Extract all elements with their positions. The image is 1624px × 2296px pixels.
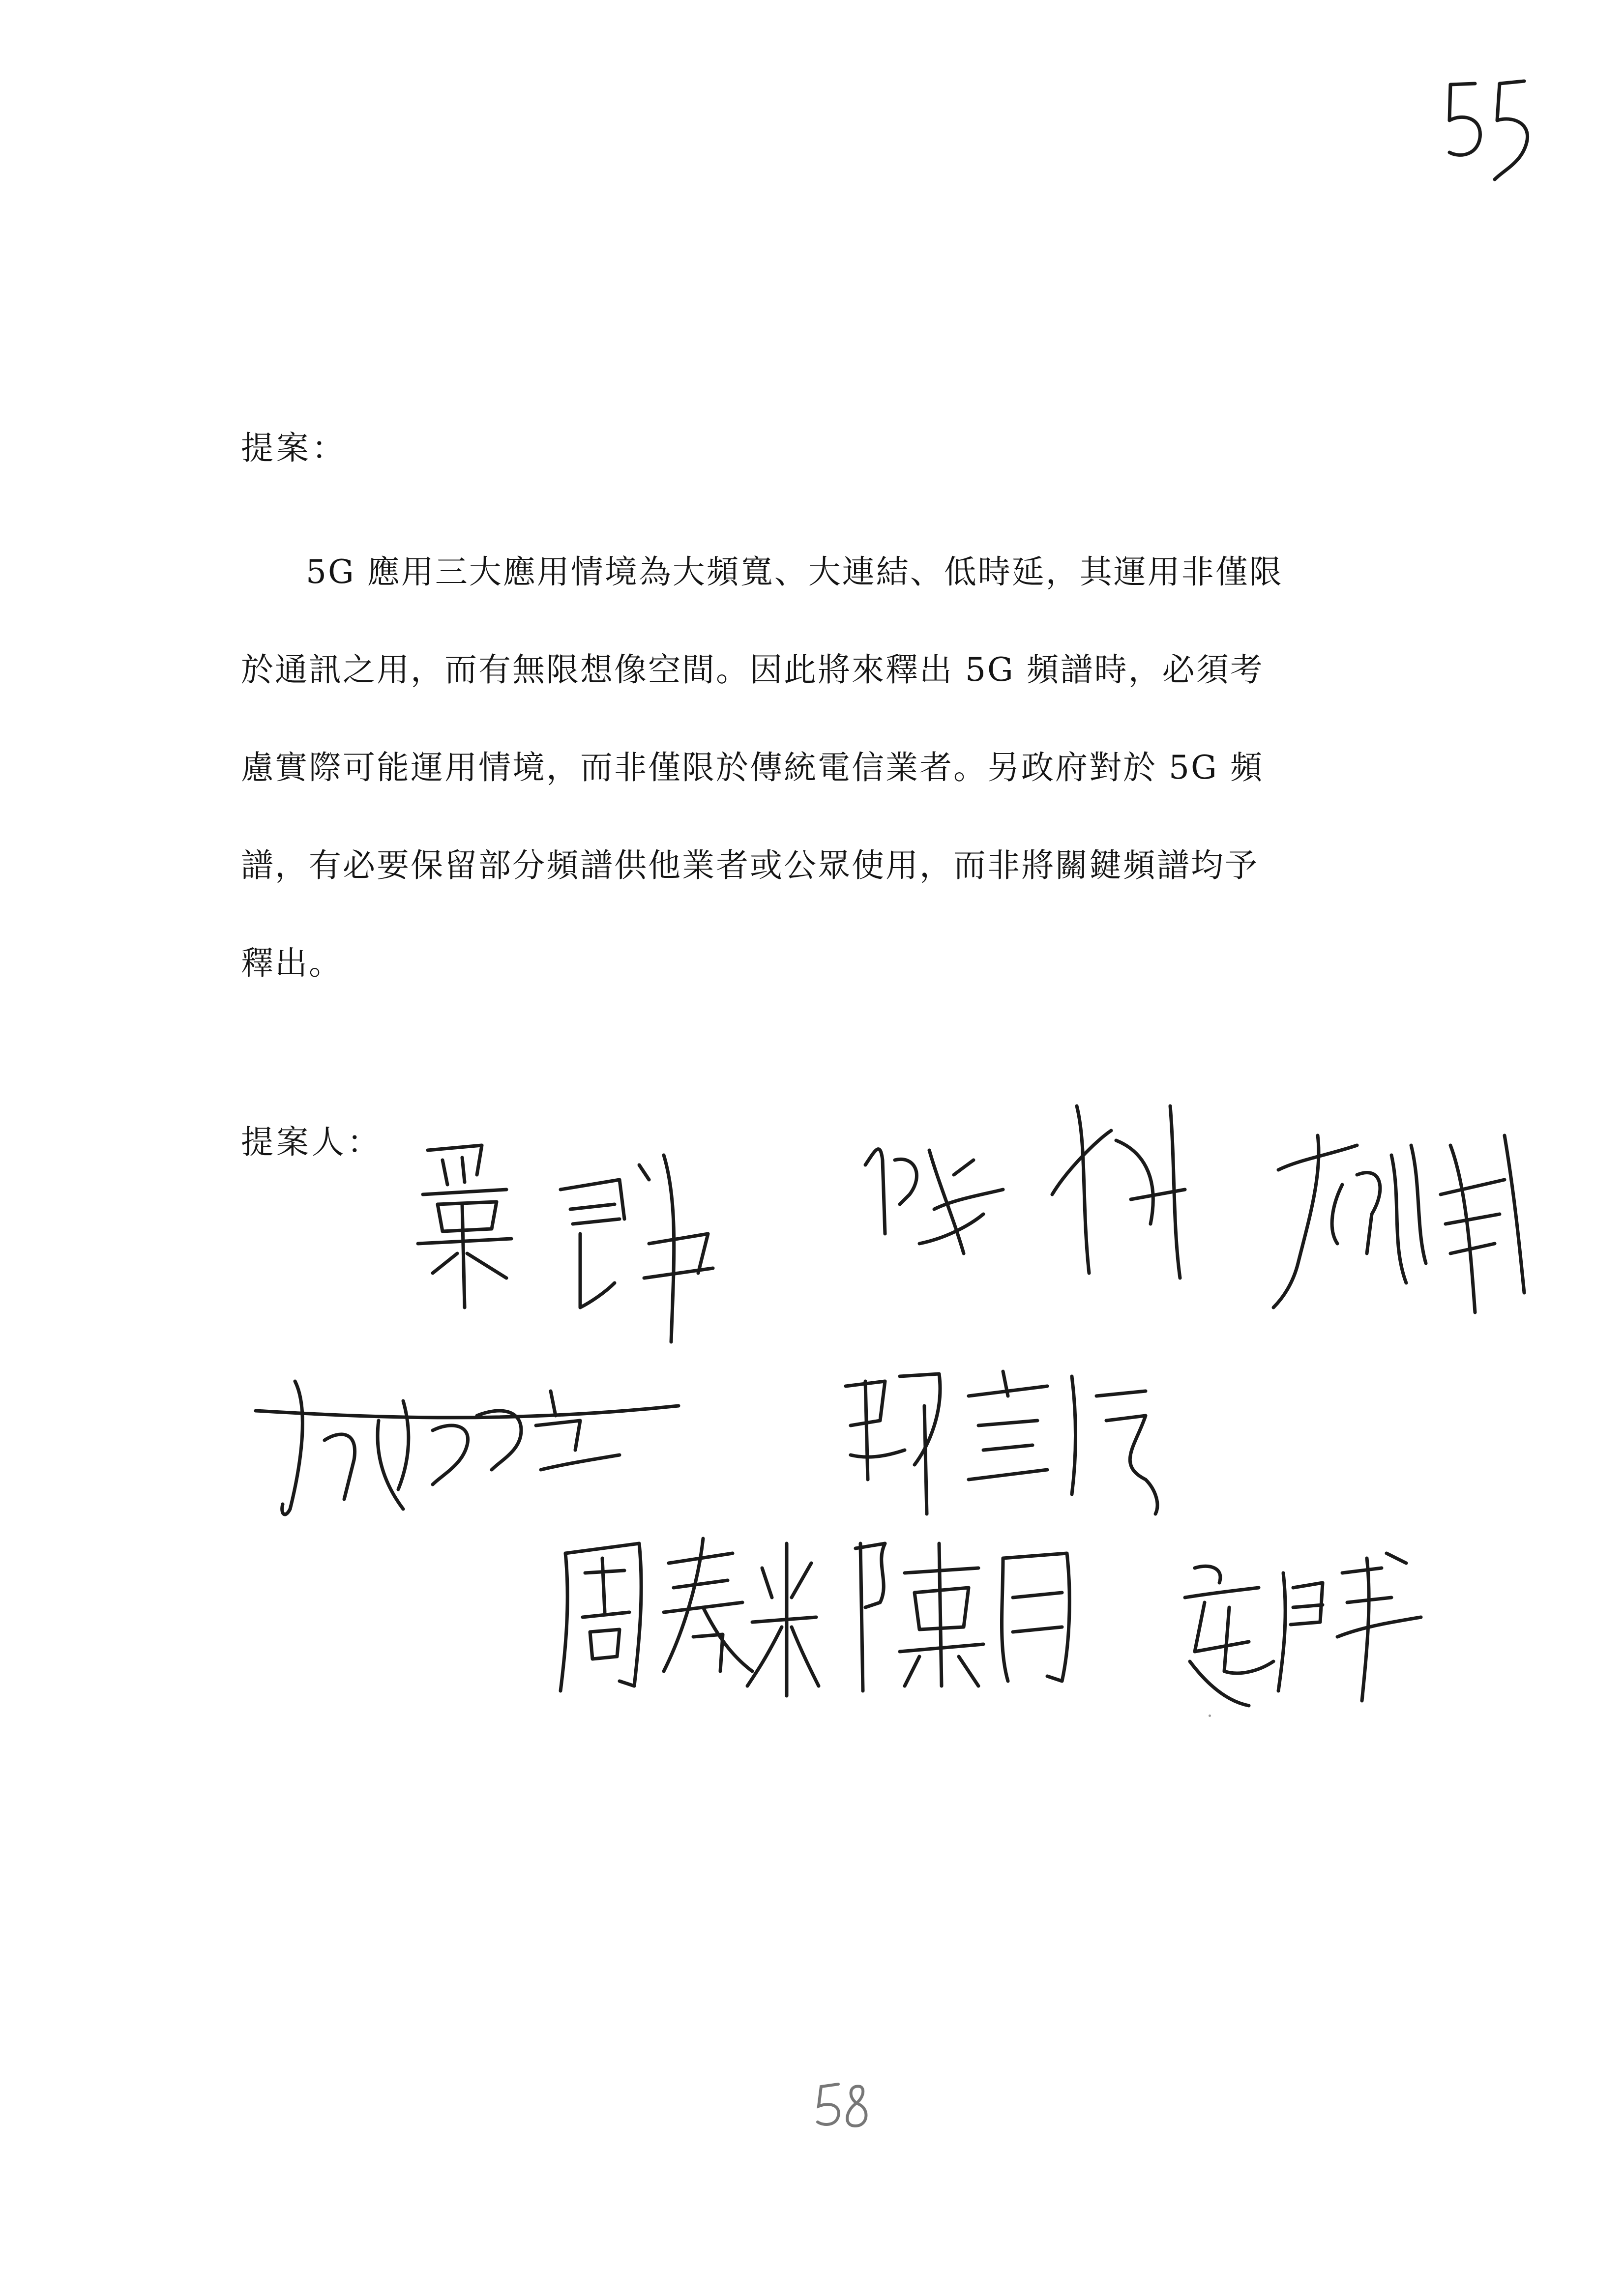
signature-10 [1175, 1543, 1431, 1711]
proposer-label: 提案人： [241, 1123, 383, 1161]
body-line: 譜，有必要保留部分頻譜供他業者或公眾使用，而非將關鍵頻譜均予 [241, 846, 1259, 884]
body-line: 於通訊之用，而有無限想像空間。因此將來釋出 5G 頻譜時，必須考 [241, 651, 1264, 689]
signature-5 [1269, 1116, 1564, 1322]
signature-3 [856, 1121, 1013, 1283]
proposal-heading: 提案： [241, 429, 347, 467]
signature-9 [846, 1529, 1096, 1701]
signature-8 [556, 1524, 821, 1701]
footer-page-number [814, 2077, 873, 2131]
body-line: 5G 應用三大應用情境為大頻寬、大連結、低時延，其運用非僅限 [306, 553, 1283, 591]
body-line: 釋出。 [241, 944, 343, 982]
signature-6 [246, 1362, 688, 1524]
body-line: 慮實際可能運用情境，而非僅限於傳統電信業者。另政府對於 5G 頻 [241, 749, 1264, 786]
signature-7 [841, 1366, 1165, 1524]
signature-2 [551, 1145, 728, 1352]
signature-1 [408, 1131, 565, 1322]
signature-4 [1042, 1096, 1195, 1283]
stray-mark [1209, 1715, 1211, 1717]
